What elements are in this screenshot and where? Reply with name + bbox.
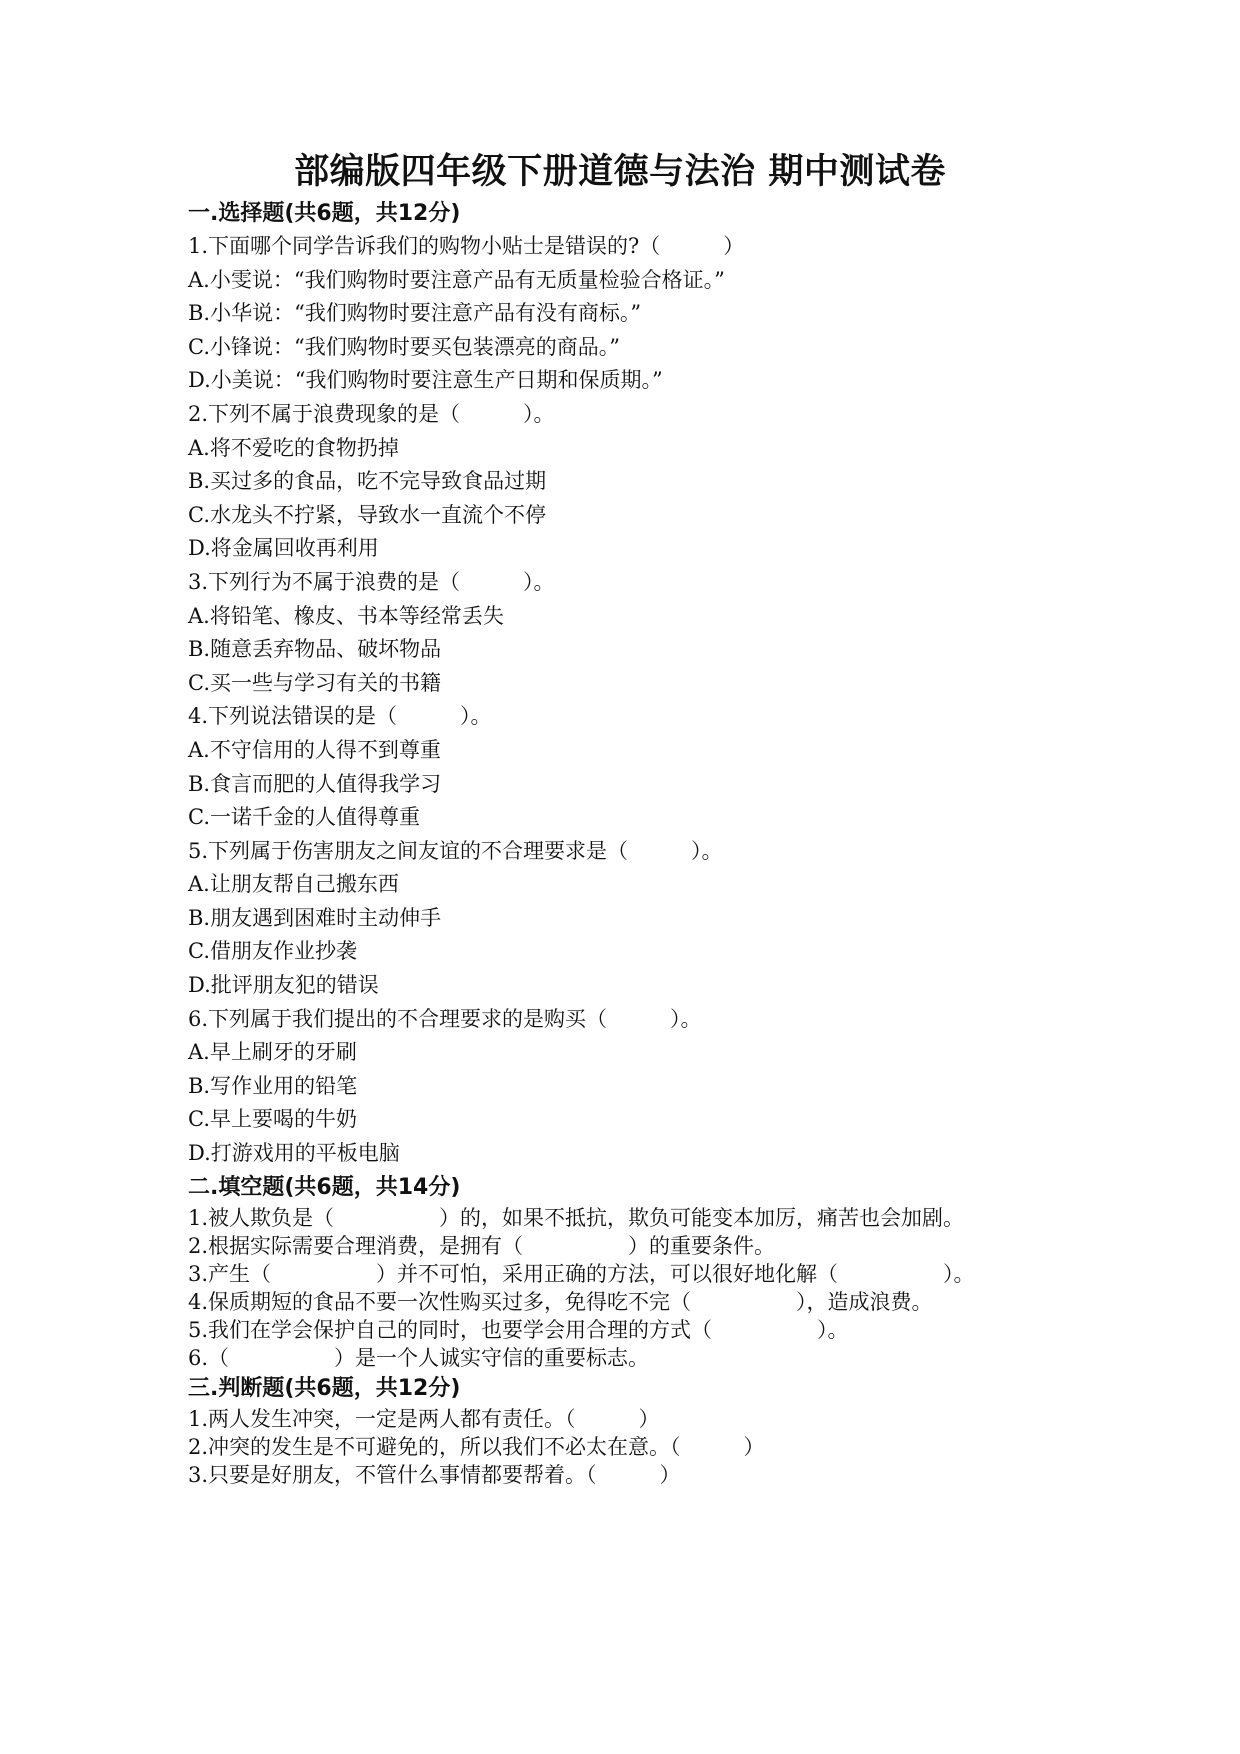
question-2: 2.下列不属于浪费现象的是（ ）。 [188,401,555,426]
option-5b: B.朋友遇到困难时主动伸手 [188,905,442,930]
option-3c: C.买一些与学习有关的书籍 [188,670,441,695]
section-header-judge: 三.判断题(共6题，共12分) [188,1375,461,1401]
option-4b: B.食言而肥的人值得我学习 [188,771,442,796]
judge-question-2: 2.冲突的发生是不可避免的，所以我们不必太在意。（ ） [188,1434,765,1459]
question-1: 1.下面哪个同学告诉我们的购物小贴士是错误的?（ ） [188,234,745,258]
fill-question-4: 4.保质期短的食品不要一次性购买过多，免得吃不完（ ），造成浪费。 [188,1289,933,1314]
option-6d: D.打游戏用的平板电脑 [188,1141,400,1166]
option-6a: A.早上刷牙的牙刷 [188,1040,357,1065]
option-1a: A.小雯说：“我们购物时要注意产品有无质量检验合格证。” [188,267,725,292]
option-4c: C.一诺千金的人值得尊重 [188,805,420,830]
option-2b: B.买过多的食品，吃不完导致食品过期 [188,469,547,494]
judge-question-3: 3.只要是好朋友，不管什么事情都要帮着。（ ） [188,1462,681,1487]
exam-title: 部编版四年级下册道德与法治 期中测试卷 [294,152,946,192]
section-header-fill: 二.填空题(共6题，共14分) [188,1174,461,1200]
option-1b: B.小华说：“我们购物时要注意产品有没有商标。” [188,301,642,326]
fill-question-5: 5.我们在学会保护自己的同时，也要学会用合理的方式（ ）。 [188,1317,849,1342]
judge-question-1: 1.两人发生冲突，一定是两人都有责任。（ ） [188,1406,660,1431]
section-header-choice: 一.选择题(共6题，共12分) [188,201,461,226]
question-6: 6.下列属于我们提出的不合理要求的是购买（ ）。 [188,1006,702,1031]
option-4a: A.不守信用的人得不到尊重 [188,737,441,762]
fill-question-1: 1.被人欺负是（ ）的，如果不抵抗，欺负可能变本加厉，痛苦也会加剧。 [188,1205,965,1230]
exam-content [188,197,1068,1489]
option-2a: A.将不爱吃的食物扔掉 [188,435,399,460]
option-3a: A.将铅笔、橡皮、书本等经常丢失 [188,603,504,628]
option-6c: C.早上要喝的牛奶 [188,1107,357,1132]
question-5: 5.下列属于伤害朋友之间友谊的不合理要求是（ ）。 [188,838,723,863]
option-1d: D.小美说：“我们购物时要注意生产日期和保质期。” [188,368,663,393]
fill-question-3: 3.产生（ ）并不可怕，采用正确的方法，可以很好地化解（ ）。 [188,1261,975,1286]
fill-question-2: 2.根据实际需要合理消费，是拥有（ ）的重要条件。 [188,1233,776,1258]
fill-question-6: 6.（ ）是一个人诚实守信的重要标志。 [188,1345,650,1370]
option-1c: C.小锋说：“我们购物时要买包装漂亮的商品。” [188,334,620,359]
option-5c: C.借朋友作业抄袭 [188,939,357,964]
option-2c: C.水龙头不拧紧，导致水一直流个不停 [188,502,546,527]
option-3b: B.随意丢弃物品、破坏物品 [188,637,442,662]
option-5d: D.批评朋友犯的错误 [188,973,379,998]
question-4: 4.下列说法错误的是（ ）。 [188,704,492,729]
option-2d: D.将金属回收再利用 [188,536,379,561]
option-5a: A.让朋友帮自己搬东西 [188,872,399,897]
option-6b: B.写作业用的铅笔 [188,1073,358,1098]
question-3: 3.下列行为不属于浪费的是（ ）。 [188,569,555,594]
